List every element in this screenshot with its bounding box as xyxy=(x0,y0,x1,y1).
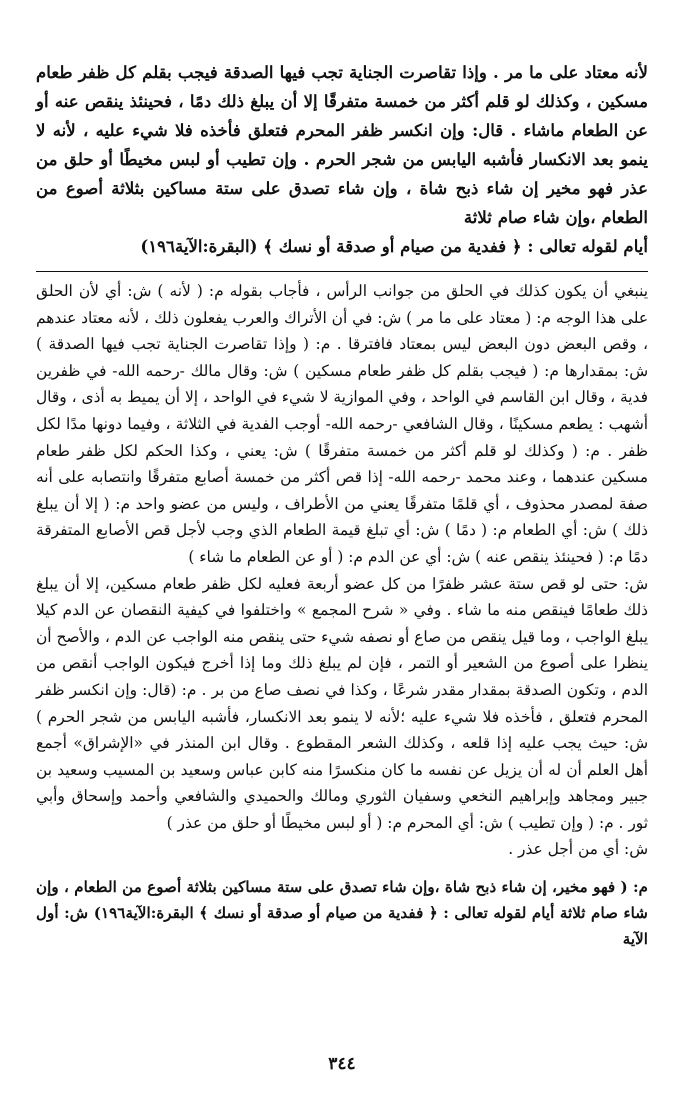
page-number: ٣٤٤ xyxy=(328,1054,356,1074)
separator-line xyxy=(36,271,648,272)
commentary-paragraph-1: ينبغي أن يكون كذلك في الحلق من جوانب الرأس ، فأجاب بقوله م: ( لأنه ) ش: أي لأن الحلق على هذا الوجه م: ( معتاد على ما مر ) ش: في أن الأتراك والعرب يفعلون ذلك ، لأنه معتاد عندهم ، وقص البعض دون البعض ليس بمعتاد فافترقا . م: ( وإذا تقاصرت الجناية تجب فيها الصدقة ) ش: بمقدارها م: ( فيجب بقلم كل ظفر طعام مسكين ) ش: وقال مالك -رحمه الله- في ظفرين فدية ، وقال ابن القاسم في الواحد ، وفي الموازية لا شيء في الواحد ، إلا أن يميط به أذى ، وقال أشهب : يطعم مسكينًا ، وقال الشافعي -رحمه الله- أوجب الفدية في الثلاثة ، وفيما دونها مدًا لكل ظفر . م: ( وكذلك لو قلم أكثر من خمسة متفرقًا ) ش: يعني ، وكذا الحكم لكل ظفر طعام مسكين عندهما ، وعند محمد -رحمه الله- إذا قص أكثر من خمسة أصابع متفرقًا وانتصابه على أنه صفة لمصدر محذوف ، أي قلمًا متفرقًا يعني من الأطراف ، وليس من عضو واحد م: ( إلا أن يبلغ ذلك ) ش: أي الطعام م: ( دمًا ) ش: أي تبلغ قيمة الطعام الذي وجب لأجل قص الأصابع المتفرقة دمًا م: ( فحينئذ ينقص عنه ) ش: أي عن الدم م: ( أو عن الطعام ما شاء ) xyxy=(36,282,648,566)
commentary-paragraph-3: ش: أي من أجل عذر . xyxy=(508,840,648,859)
main-text: لأنه معتاد على ما مر . وإذا تقاصرت الجناية تجب فيها الصدقة فيجب بقلم كل ظفر طعام مسكين ، وكذلك لو قلم أكثر من خمسة متفرقًا إلا أن يبلغ ذلك دمًا ، فحينئذ ينقص عنه أو عن الطعام ماشاء . قال: وإن انكسر ظفر المحرم فتعلق فأخذه فلا شيء عليه ، لأنه لا ينمو بعد الانكسار فأشبه اليابس من شجر الحرم . وإن تطيب أو لبس مخيطًا أو حلق من عذر فهو مخير إن شاء ذبح شاة ، وإن شاء تصدق على ستة مساكين بثلاثة أصوع من الطعام ،وإن شاء صام ثلاثة xyxy=(36,62,648,227)
commentary-block xyxy=(36,278,648,863)
main-text-last-line: أيام لقوله تعالى : ﴿ ففدية من صيام أو صدقة أو نسك ﴾ (البقرة:الآية١٩٦) xyxy=(140,236,648,256)
main-text-block xyxy=(36,58,648,261)
continuation-text: م: ( فهو مخير، إن شاء ذبح شاة ،وإن شاء تصدق على ستة مساكين بثلاثة أصوع من الطعام ، وإن شاء صام ثلاثة أيام لقوله تعالى : ﴿ ففدية من صيام أو صدقة أو نسك ﴾ البقرة:الآية١٩٦) ش: أول الآية xyxy=(36,878,648,949)
spacer xyxy=(36,863,648,874)
book-page xyxy=(36,58,648,952)
commentary-paragraph-2: ش: حتى لو قص ستة عشر ظفرًا من كل عضو أربعة فعليه لكل ظفر طعام مسكين، إلا أن يبلغ ذلك طعامًا فينقص منه ما شاء . وفي « شرح المجمع » واختلفوا في كيفية النقصان عن الدم كيلا يبلغ الواجب ، وما قيل ينقص من صاع أو نصفه شيء حتى ينقص منه الواجب عن الدم ، والأصح أن ينظرا على أصوع من الشعير أو التمر ، فإن لم يبلغ ذلك وما إذا أخرج فيكون الواجب أنقص من الدم ، وتكون الصدقة بمقدار مقدر شرعًا ، وكذا في نصف صاع من بر . م: (قال: وإن انكسر ظفر المحرم فتعلق ، فأخذه فلا شيء عليه ؛لأنه لا ينمو بعد الانكسار، فأشبه اليابس من شجر الحرم ) ش: حيث يجب عليه إذا قلعه ، وكذلك الشعر المقطوع . وقال ابن المنذر في «الإشراق» أجمع أهل العلم أن له أن يزيل عن نفسه ما كان منكسرًا منه كابن عباس وسعيد بن المسيب وسعيد بن جبير ومجاهد وإبراهيم النخعي وسفيان الثوري ومالك والحميدي والشافعي وأحمد وإسحاق وأبي ثور . م: ( وإن تطيب ) ش: أي المحرم م: ( أو لبس مخيطًا أو حلق من عذر ) xyxy=(36,574,648,832)
